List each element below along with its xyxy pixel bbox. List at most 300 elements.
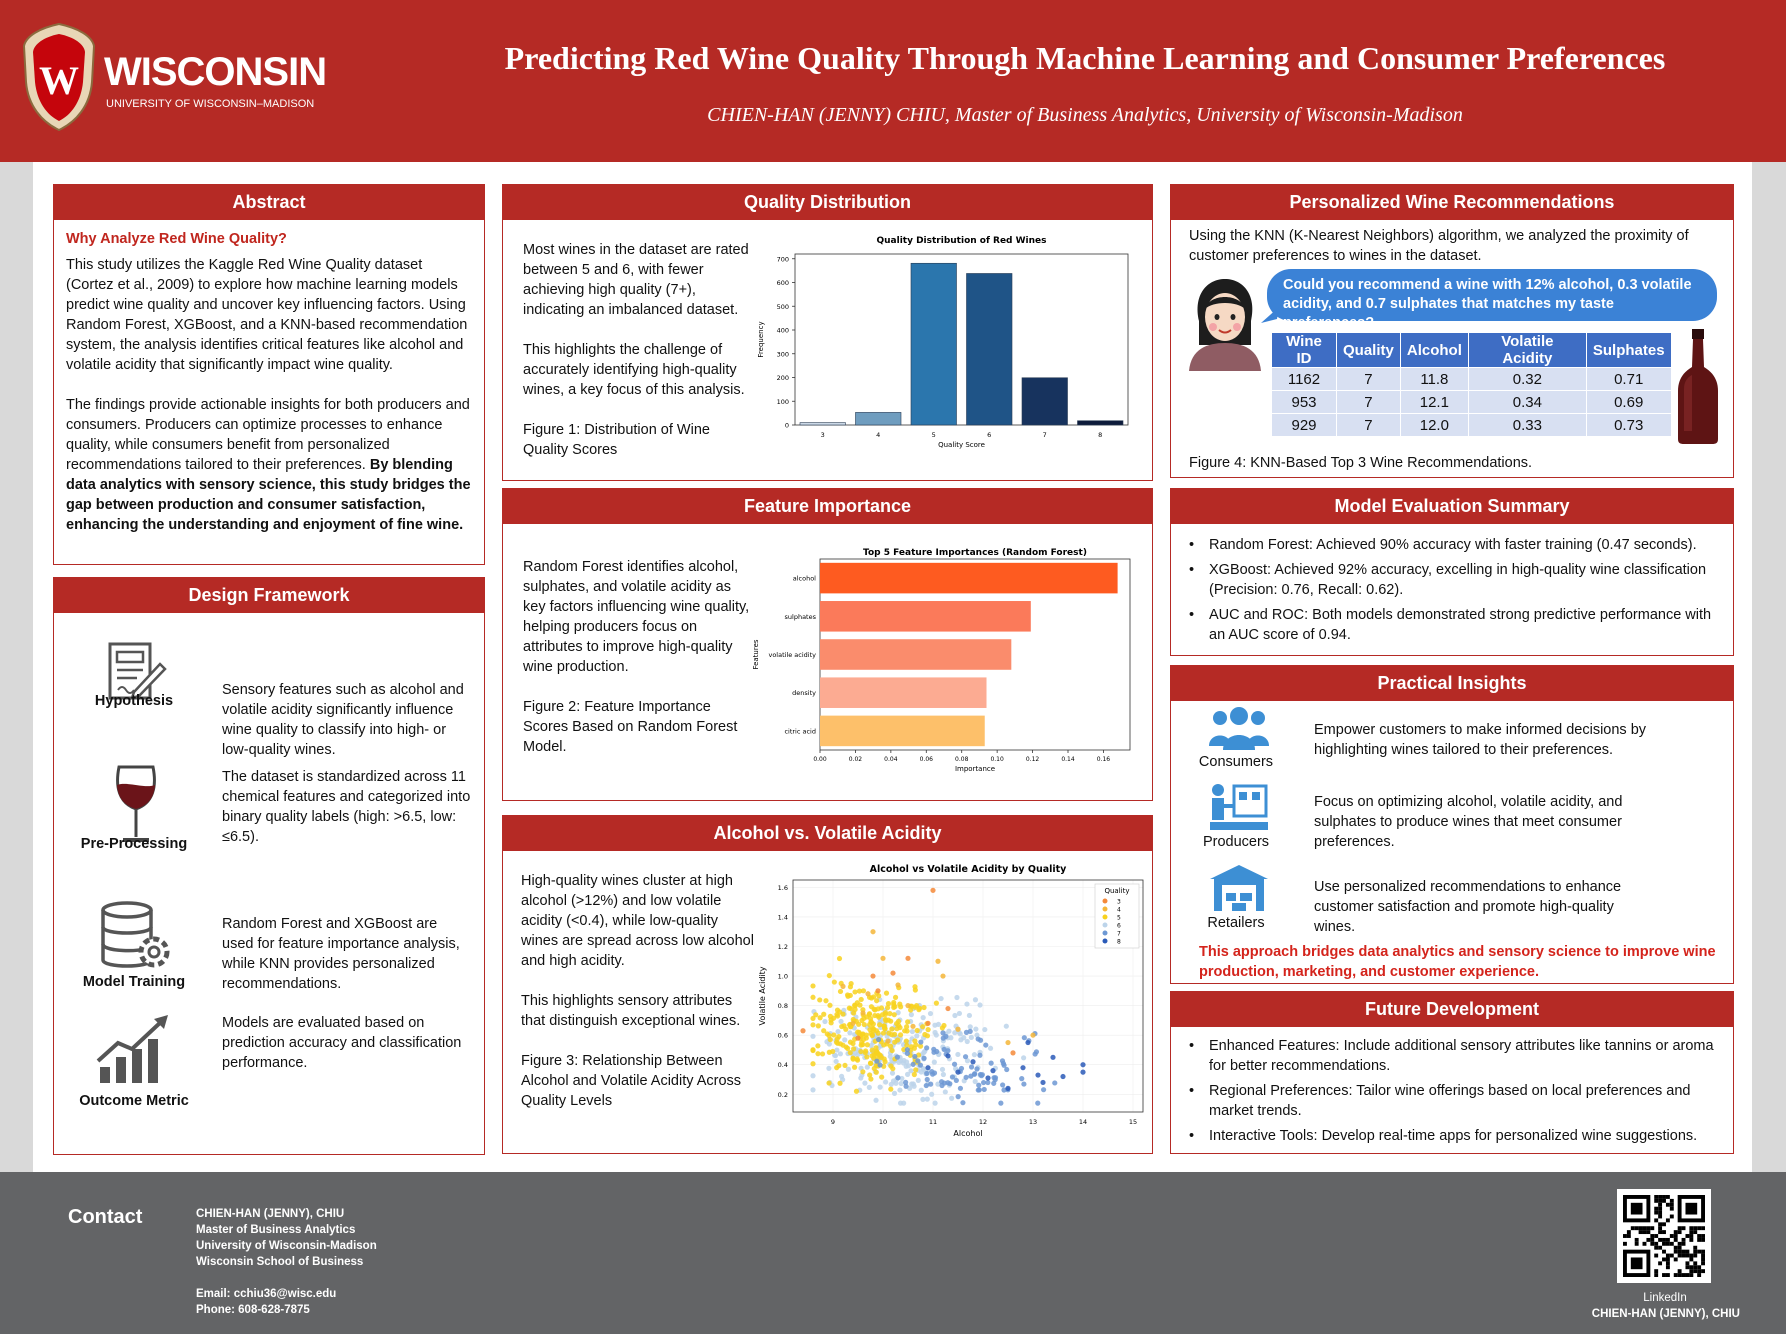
scatter-point (816, 1023, 821, 1028)
qr-module (1635, 1226, 1639, 1230)
x-tick-label: 14 (1078, 1118, 1088, 1126)
scatter-point (1080, 1062, 1085, 1067)
scatter-point (842, 1037, 847, 1042)
scatter-point (940, 1067, 945, 1072)
table-cell: 1162 (1272, 368, 1337, 391)
x-tick-label: 8 (1098, 431, 1103, 439)
qr-code-icon (1623, 1195, 1705, 1277)
scatter-point (910, 1029, 915, 1034)
quality-bar-chart (753, 229, 1138, 457)
scatter-point (810, 1061, 815, 1066)
qr-module (1670, 1203, 1674, 1207)
qr-module (1650, 1238, 1654, 1242)
scatter-point (967, 1013, 972, 1018)
qr-module (1674, 1257, 1678, 1261)
scatter-point (1022, 1035, 1027, 1040)
people-icon (1208, 706, 1270, 750)
framework-item-outcome (54, 1013, 474, 1143)
scatter-point (889, 1026, 894, 1031)
qr-module (1662, 1238, 1666, 1242)
quality-paragraph-2: This highlights the challenge of accurately identifying high-quality wines, a key focus of this analysis. (523, 342, 745, 398)
qr-module (1689, 1273, 1693, 1277)
future-development-panel (1170, 991, 1734, 1154)
scatter-point (895, 1037, 900, 1042)
scatter-point (837, 1081, 842, 1086)
header-banner (0, 0, 1786, 162)
qr-module (1689, 1230, 1693, 1234)
qr-module (1658, 1261, 1662, 1265)
column-header: Quality (1337, 333, 1401, 368)
scatter-point (990, 1068, 995, 1073)
scatter-point (876, 1031, 881, 1036)
qr-module (1701, 1226, 1705, 1230)
list-item: • AUC and ROC: Both models demonstrated strong predictive performance with an AUC score of 0.94. (1189, 607, 1712, 643)
framework-label: Outcome Metric (79, 1093, 189, 1109)
scatter-point (861, 988, 866, 993)
scatter-point (912, 1054, 917, 1059)
list-item: • Interactive Tools: Develop real-time apps for personalized wine suggestions. (1189, 1128, 1698, 1144)
qr-module (1670, 1254, 1674, 1258)
qr-module (1658, 1222, 1662, 1226)
framework-label: Hypothesis (94, 693, 174, 709)
legend-marker (1103, 907, 1108, 912)
scatter-point (829, 1020, 834, 1025)
plot-frame (795, 254, 1128, 425)
qr-module (1701, 1269, 1705, 1273)
scatter-point (1040, 1080, 1045, 1085)
qr-module (1674, 1230, 1678, 1234)
scatter-point (874, 998, 879, 1003)
y-tick-label: 0.2 (777, 1090, 788, 1099)
y-tick-label: sulphates (784, 612, 816, 621)
qr-module (1643, 1242, 1647, 1246)
scatter-point (973, 1026, 978, 1031)
qr-module (1697, 1234, 1701, 1238)
qr-module (1631, 1257, 1643, 1269)
scatter-point (869, 1053, 874, 1058)
qr-module (1666, 1238, 1670, 1242)
scatter-point (913, 1067, 918, 1072)
x-tick-label: 0.12 (1025, 756, 1040, 763)
scatter-point (860, 1042, 865, 1047)
qr-module (1685, 1273, 1689, 1277)
y-tick-label: 0.6 (777, 1031, 788, 1040)
scatter-point (920, 1024, 925, 1029)
scatter-point (901, 1101, 906, 1106)
x-tick-label: 6 (987, 431, 992, 439)
contact-line: Master of Business Analytics (196, 1224, 356, 1236)
scatter-point (919, 1088, 924, 1093)
x-tick-label: 11 (928, 1118, 938, 1126)
abstract-heading: Abstract (54, 185, 484, 220)
qr-module (1658, 1230, 1662, 1234)
legend-marker (1103, 931, 1108, 936)
qr-module (1654, 1254, 1658, 1258)
qr-module (1646, 1238, 1650, 1242)
abstract-bold-text: By blending data analytics with sensory science, this study bridges the gap between production and consumer satisfaction, enhancing the understanding and enjoyment of fine wine. (66, 457, 471, 533)
scatter-point (810, 1073, 815, 1078)
scatter-point (817, 997, 822, 1002)
scatter-point (925, 1097, 930, 1102)
scatter-point (810, 1034, 815, 1039)
scatter-point (904, 1064, 909, 1069)
scatter-point (1000, 1082, 1005, 1087)
framework-text: Random Forest and XGBoost are used for feature importance analysis, while KNN provides personalized recommendations. (222, 916, 460, 992)
scatter-point (929, 1092, 934, 1097)
scatter-point (913, 987, 918, 992)
qr-module (1701, 1250, 1705, 1254)
qr-module (1682, 1273, 1686, 1277)
scatter-point (855, 1036, 860, 1041)
y-tick-label: 0 (784, 421, 789, 430)
insight-text: Focus on optimizing alcohol, volatile acidity, and sulphates to produce wines that meet consumer preferences. (1314, 794, 1623, 850)
scatter-point (955, 1027, 960, 1032)
scatter-point (873, 1045, 878, 1050)
qr-module (1662, 1222, 1666, 1226)
qr-module (1678, 1246, 1682, 1250)
qr-module (1678, 1269, 1682, 1273)
scatter-point (892, 1012, 897, 1017)
qr-module (1666, 1195, 1670, 1199)
scatter-point (826, 1066, 831, 1071)
contact-phone: Phone: 608-628-7875 (196, 1304, 310, 1316)
scatter-point (912, 1072, 917, 1077)
bubble-tail-icon (1259, 307, 1281, 325)
bar (820, 563, 1118, 594)
qr-module (1646, 1230, 1650, 1234)
scatter-point (954, 1078, 959, 1083)
qr-module (1693, 1250, 1697, 1254)
figure-3-caption: Figure 3: Relationship Between Alcohol and Volatile Acidity Across Quality Levels (521, 1053, 742, 1109)
qr-module (1662, 1273, 1666, 1277)
scatter-point (921, 1015, 926, 1020)
qr-module (1654, 1273, 1658, 1277)
recommend-heading: Personalized Wine Recommendations (1171, 185, 1733, 220)
scatter-point (909, 1012, 914, 1017)
x-tick-label: 0.14 (1061, 756, 1075, 763)
qr-module (1658, 1203, 1662, 1207)
scatter-point (869, 995, 874, 1000)
scatter-point (950, 1074, 955, 1079)
scatter-point (859, 1018, 864, 1023)
scatter-point (1030, 1033, 1035, 1038)
qr-module (1658, 1215, 1662, 1219)
bar (855, 412, 901, 425)
y-tick-label: 1.2 (777, 942, 788, 951)
qr-module (1678, 1273, 1682, 1277)
scatter-point (885, 1005, 890, 1010)
scatter-point (865, 991, 870, 996)
feature-paragraph: Random Forest identifies alcohol, sulphates, and volatile acidity as key factors influencing wine quality, helping producers focus on attributes to improve high-quality wine production. (523, 559, 750, 675)
table-cell: 0.73 (1586, 414, 1671, 437)
qr-module (1689, 1269, 1693, 1273)
recommend-intro: Using the KNN (K-Nearest Neighbors) algorithm, we analyzed the proximity of customer preferences to wines in the dataset. (1189, 228, 1689, 264)
qr-module (1658, 1226, 1662, 1230)
x-tick-label: 3 (820, 431, 825, 439)
scatter-point (828, 1014, 833, 1019)
qr-module (1678, 1250, 1682, 1254)
x-tick-label: 9 (830, 1118, 836, 1126)
recommendation-table (1271, 332, 1672, 437)
qr-module (1666, 1254, 1670, 1258)
qr-module (1693, 1254, 1697, 1258)
scatter-point (1021, 1055, 1026, 1060)
x-tick-label: 0.02 (848, 756, 863, 763)
y-tick-label: citric acid (784, 727, 816, 736)
practical-insights-panel (1170, 665, 1734, 984)
scatter-point (899, 1081, 904, 1086)
column-header: Alcohol (1400, 333, 1468, 368)
qr-module (1674, 1273, 1678, 1277)
qr-module (1658, 1195, 1662, 1199)
scatter-point (911, 1062, 916, 1067)
insight-label: Consumers (1198, 754, 1274, 770)
legend-label: 6 (1117, 922, 1121, 930)
database-gear-icon (99, 900, 173, 974)
bar (800, 423, 846, 425)
table-row (1272, 414, 1672, 437)
scatter-point (851, 1057, 856, 1062)
scatter-point (921, 1005, 926, 1010)
scatter-point (921, 1056, 926, 1061)
framework-label: Pre-Processing (80, 836, 188, 852)
feature-importance-chart (750, 544, 1142, 784)
qr-module (1654, 1211, 1658, 1215)
scatter-point (1052, 1080, 1057, 1085)
scatter-point (1041, 1087, 1046, 1092)
scatter-point (869, 1020, 874, 1025)
evaluation-list (1183, 535, 1728, 650)
scatter-point (840, 984, 845, 989)
scatter-point (895, 1055, 900, 1060)
scatter-point (892, 1004, 897, 1009)
table-cell: 7 (1337, 391, 1401, 414)
y-tick-label: density (792, 689, 816, 698)
scatter-point (998, 1101, 1003, 1106)
scatter-point (989, 1061, 994, 1066)
y-tick-label: 500 (776, 302, 789, 311)
qr-module (1701, 1254, 1705, 1258)
scatter-point (958, 1086, 963, 1091)
contact-line: CHIEN-HAN (JENNY), CHIU (196, 1208, 345, 1220)
growth-chart-icon (96, 1013, 176, 1087)
x-tick-label: 0.00 (813, 756, 827, 763)
bar (1022, 378, 1068, 425)
scatter-point (1020, 1065, 1025, 1070)
scatter-point (892, 1091, 897, 1096)
y-tick-label: 1.0 (777, 972, 788, 981)
legend-marker (1103, 939, 1108, 944)
scatter-point (945, 1053, 950, 1058)
qr-module (1654, 1199, 1658, 1203)
qr-name: CHIEN-HAN (JENNY), CHIU (1591, 1308, 1740, 1320)
scatter-point (877, 1022, 882, 1027)
chart-title: Quality Distribution of Red Wines (876, 236, 1047, 246)
column-header: Sulphates (1586, 333, 1671, 368)
qr-module (1697, 1265, 1701, 1269)
scatter-point (895, 1075, 900, 1080)
scatter-point (952, 1062, 957, 1067)
scatter-point (855, 1058, 860, 1063)
scatter-point (880, 956, 885, 961)
scatter-point (898, 1032, 903, 1037)
scatter-point (838, 989, 843, 994)
scatter-point (982, 1027, 987, 1032)
y-tick-label: 100 (776, 397, 789, 406)
x-tick-label: 15 (1128, 1118, 1138, 1126)
contact-block (196, 1206, 377, 1318)
qr-module (1654, 1246, 1658, 1250)
qr-module (1650, 1226, 1654, 1230)
qr-module (1682, 1250, 1686, 1254)
table-row (1272, 368, 1672, 391)
scatter-point (898, 1004, 903, 1009)
scatter-point (892, 1032, 897, 1037)
scatter-point (915, 1028, 920, 1033)
bar (911, 263, 957, 425)
table-cell: 0.34 (1468, 391, 1586, 414)
scatter-point (919, 1069, 924, 1074)
scatter-point (872, 1013, 877, 1018)
scatter-point (905, 1047, 910, 1052)
scatter-point (1005, 1086, 1010, 1091)
insight-text: Use personalized recommendations to enhance customer satisfaction and promote high-quality wines. (1314, 879, 1622, 935)
column-header: Wine ID (1272, 333, 1337, 368)
scatter-point (952, 1013, 957, 1018)
scatter-point (955, 1052, 960, 1057)
scatter-point (925, 1077, 930, 1082)
scatter-point (918, 1063, 923, 1068)
scatter-point (836, 1063, 841, 1068)
scatter-point (835, 1029, 840, 1034)
y-tick-label: 1.6 (777, 883, 788, 892)
qr-module (1674, 1238, 1678, 1242)
scatter-point (827, 973, 832, 978)
scatter-point (888, 1063, 893, 1068)
table-cell: 0.33 (1468, 414, 1586, 437)
scatter-point (985, 1075, 990, 1080)
legend-marker (1103, 899, 1108, 904)
scatter-point (914, 1033, 919, 1038)
scatter-point (800, 1028, 805, 1033)
qr-module (1627, 1234, 1631, 1238)
scatter-point (810, 995, 815, 1000)
future-list (1183, 1036, 1728, 1151)
table-cell: 12.1 (1400, 391, 1468, 414)
scatter-point (872, 1066, 877, 1071)
scatter-point (925, 1065, 930, 1070)
alcohol-paragraph-2: This highlights sensory attributes that distinguish exceptional wines. (521, 993, 741, 1029)
list-item: • Random Forest: Achieved 90% accuracy with faster training (0.47 seconds). (1189, 537, 1697, 553)
scatter-point (1019, 1076, 1024, 1081)
qr-module (1697, 1250, 1701, 1254)
scatter-point (852, 989, 857, 994)
scatter-point (1080, 1070, 1085, 1075)
table-row (1272, 391, 1672, 414)
scatter-point (905, 1019, 910, 1024)
x-tick-label: 13 (1028, 1118, 1038, 1126)
scatter-point (972, 1072, 977, 1077)
scatter-point (871, 1028, 876, 1033)
scatter-point (905, 1072, 910, 1077)
qr-module (1689, 1265, 1693, 1269)
scatter-point (863, 1050, 868, 1055)
qr-module (1662, 1199, 1666, 1203)
scatter-point (978, 1038, 983, 1043)
qr-module (1646, 1226, 1650, 1230)
scatter-point (925, 1027, 930, 1032)
qr-module (1693, 1261, 1697, 1265)
scatter-point (1060, 1074, 1065, 1079)
contact-email[interactable]: Email: cchiu36@wisc.edu (196, 1288, 337, 1300)
insight-label: Retailers (1207, 915, 1265, 931)
qr-module (1682, 1254, 1686, 1258)
scatter-point (847, 1030, 852, 1035)
contact-line: University of Wisconsin-Madison (196, 1240, 377, 1252)
table-cell: 7 (1337, 368, 1401, 391)
scatter-point (1010, 1050, 1015, 1055)
scatter-point (932, 1060, 937, 1065)
scatter-point (881, 1042, 886, 1047)
scatter-point (1035, 1072, 1040, 1077)
evaluation-heading: Model Evaluation Summary (1171, 489, 1733, 524)
qr-module (1670, 1234, 1674, 1238)
scatter-point (888, 1087, 893, 1092)
scatter-point (960, 1100, 965, 1105)
qr-module (1682, 1226, 1686, 1230)
legend-title: Quality (1104, 887, 1130, 895)
framework-item-model-training (54, 878, 474, 1013)
bar (820, 677, 987, 708)
scatter-point (832, 979, 837, 984)
scatter-point (860, 1069, 865, 1074)
speech-bubble-text: Could you recommend a wine with 12% alcohol, 0.3 volatile acidity, and 0.7 sulphates that matches my taste preferences? (1283, 277, 1692, 331)
y-tick-label: 700 (776, 255, 789, 264)
framework-text: The dataset is standardized across 11 chemical features and categorized into binary quality labels (high: >6.5, low: ≤6.5). (222, 769, 471, 845)
scatter-point (972, 1052, 977, 1057)
recommendation-panel (1170, 184, 1734, 478)
qr-module (1654, 1218, 1658, 1222)
y-tick-label: volatile acidity (768, 651, 816, 659)
scatter-point (916, 1078, 921, 1083)
scatter-point (925, 1021, 930, 1026)
bar (820, 639, 1011, 670)
scatter-point (934, 1001, 939, 1006)
scatter-point (862, 1081, 867, 1086)
qr-module (1658, 1238, 1662, 1242)
scatter-point (890, 970, 895, 975)
scatter-point (822, 1019, 827, 1024)
scatter-point (1025, 1040, 1030, 1045)
scatter-point (826, 1080, 831, 1085)
scatter-point (1032, 1051, 1037, 1056)
abstract-paragraph-1: This study utilizes the Kaggle Red Wine Quality dataset (Cortez et al., 2009) to explore how machine learning models predict wine quality and uncover key influencing factors. Using Random Forest, XGBoost, and a KNN-based recommendation system, the analysis identifies critical features like alcohol and volatile acidity that significantly impact wine quality. (66, 257, 468, 373)
legend-label: 5 (1117, 914, 1121, 922)
x-tick-label: 12 (978, 1118, 988, 1126)
figure-2-caption: Figure 2: Feature Importance Scores Based on Random Forest Model. (523, 699, 738, 755)
scatter-point (969, 1035, 974, 1040)
scatter-point (1050, 1055, 1055, 1060)
qr-module (1635, 1238, 1639, 1242)
scatter-point (993, 1075, 998, 1080)
woman-avatar-icon (1185, 275, 1265, 371)
qr-module (1662, 1195, 1666, 1199)
scatter-point (897, 1025, 902, 1030)
scatter-point (924, 1045, 929, 1050)
scatter-point (955, 1070, 960, 1075)
qr-module (1666, 1218, 1670, 1222)
qr-code[interactable] (1617, 1189, 1711, 1283)
